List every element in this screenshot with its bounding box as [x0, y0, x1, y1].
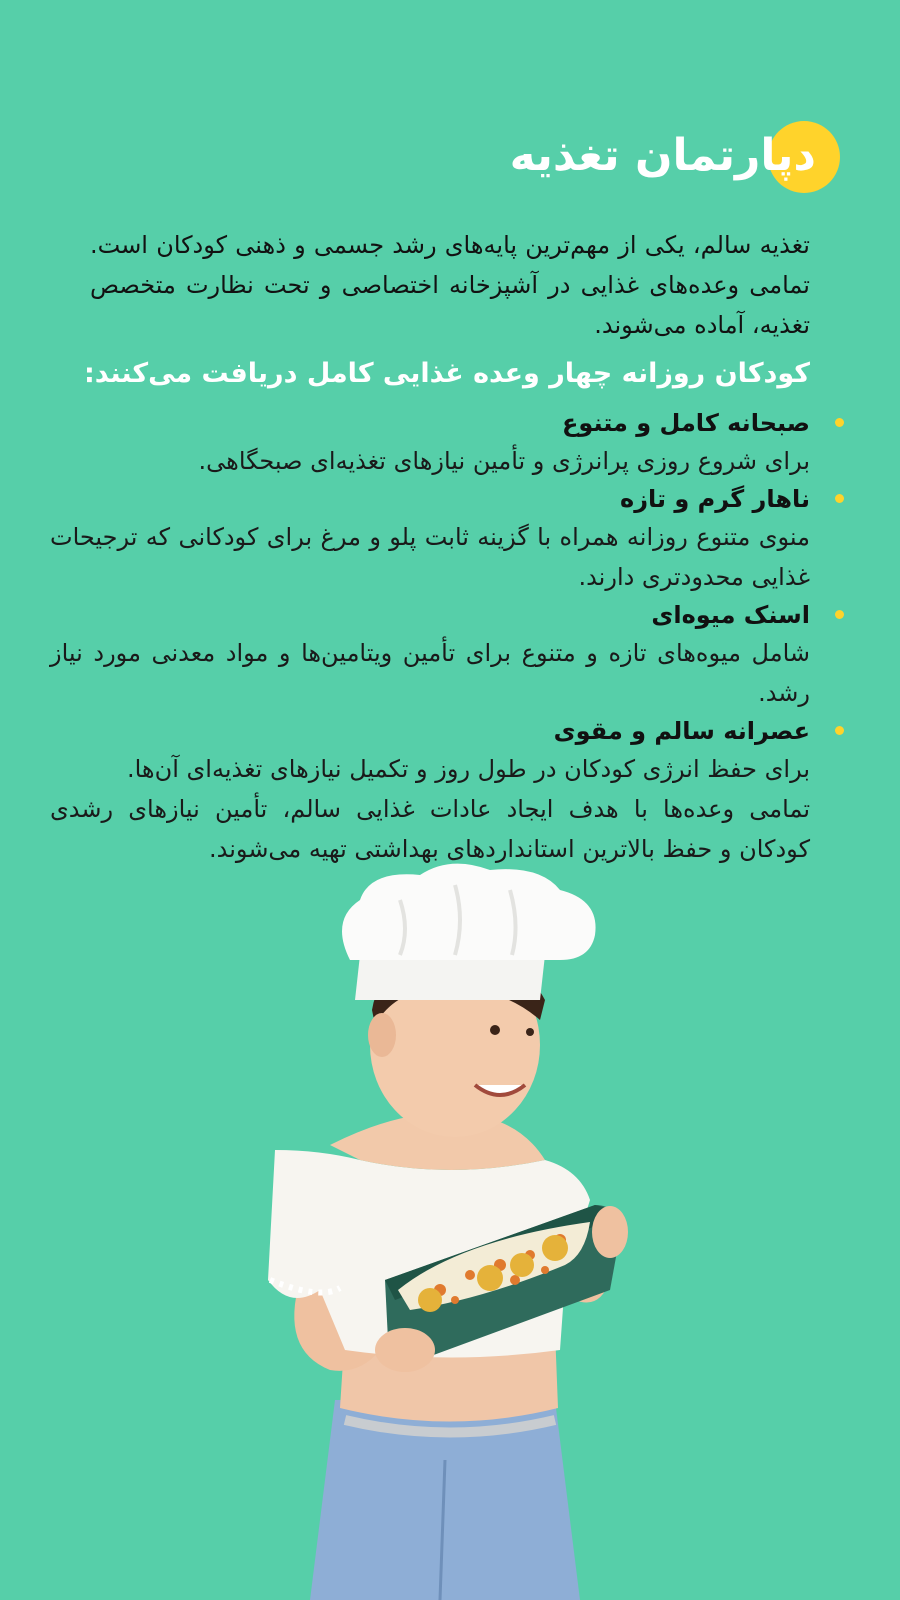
- meal-title: صبحانه کامل و متنوع: [562, 409, 810, 437]
- bullet-icon: [835, 610, 844, 619]
- intro-paragraph: تغذیه سالم، یکی از مهم‌ترین پایه‌های رشد جسمی و ذهنی کودکان است. تمامی وعده‌های غذایی در آشپزخانه اختصاصی و تحت نظارت متخصص تغذیه، آماده می‌شوند.: [90, 231, 810, 339]
- bullet-icon: [835, 494, 844, 503]
- meal-list: [50, 405, 810, 789]
- meal-item-fruit-snack: [50, 597, 810, 713]
- bullet-icon: [835, 726, 844, 735]
- meal-title: عصرانه سالم و مقوی: [553, 717, 810, 745]
- page-title: دپارتمان تغذیه: [509, 130, 816, 181]
- meal-item-afternoon-snack: [50, 713, 810, 789]
- meal-description: منوی متنوع روزانه همراه با گزینه ثابت پلو و مرغ برای کودکانی که ترجیحات غذایی محدودتری دارند.: [50, 523, 810, 591]
- closing-paragraph: تمامی وعده‌ها با هدف ایجاد عادات غذایی سالم، تأمین نیازهای رشدی کودکان و حفظ بالاترین استانداردهای بهداشتی تهیه می‌شوند.: [50, 795, 810, 863]
- title-block: [420, 118, 840, 198]
- child-chef-photo: [0, 860, 900, 1600]
- meal-description: برای شروع روزی پرانرژی و تأمین نیازهای تغذیه‌ای صبحگاهی.: [198, 447, 810, 475]
- main-content: [50, 225, 810, 869]
- meal-description: شامل میوه‌های تازه و متنوع برای تأمین ویتامین‌ها و مواد معدنی مورد نیاز رشد.: [50, 639, 810, 707]
- meal-title: ناهار گرم و تازه: [620, 485, 810, 513]
- meals-heading: کودکان روزانه چهار وعده غذایی کامل دریافت می‌کنند:: [83, 358, 810, 389]
- meal-item-lunch: [50, 481, 810, 597]
- meal-description: برای حفظ انرژی کودکان در طول روز و تکمیل نیازهای تغذیه‌ای آن‌ها.: [126, 755, 810, 783]
- meal-item-breakfast: [50, 405, 810, 481]
- bullet-icon: [835, 418, 844, 427]
- meal-title: اسنک میوه‌ای: [651, 601, 810, 629]
